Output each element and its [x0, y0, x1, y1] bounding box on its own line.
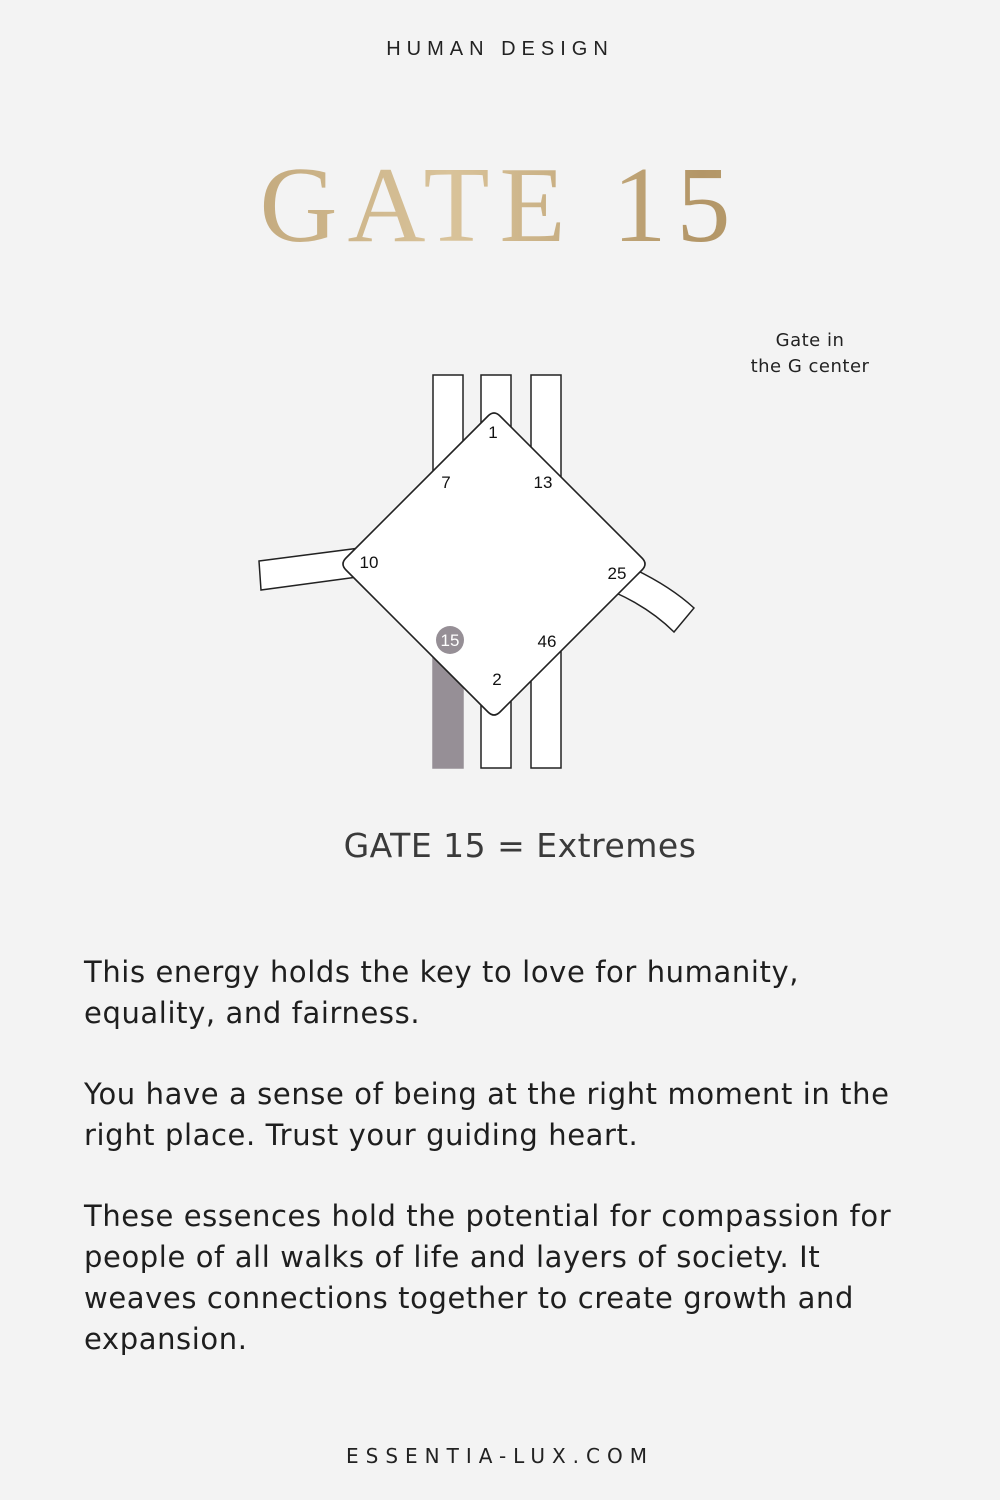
center-note — [720, 328, 900, 380]
center-note-line2: the G center — [750, 356, 870, 377]
gate-label-13: 13 — [533, 473, 553, 492]
gate-label-1: 1 — [488, 423, 498, 442]
center-note-line1: Gate in — [775, 330, 845, 351]
page-title: GATE 15 — [0, 152, 1000, 260]
brand-header: HUMAN DESIGN — [386, 38, 614, 60]
description-paragraph-3: These essences hold the potential for compassion for people of all walks of life and layers of society. It weaves connections together to create growth and expansion. — [84, 1199, 892, 1356]
description-paragraph-1: This energy holds the key to love for humanity, equality, and fairness. — [84, 955, 800, 1030]
description-paragraph-2: You have a sense of being at the right moment in the right place. Trust your guiding heart. — [84, 1077, 890, 1152]
gate-label-7: 7 — [441, 473, 451, 492]
description — [84, 952, 924, 1400]
gate-label-46: 46 — [537, 632, 557, 651]
gate-label-25: 25 — [607, 564, 627, 583]
gate-label-10: 10 — [359, 553, 379, 572]
gate-label-2: 2 — [492, 670, 502, 689]
gate-label-15: 15 — [440, 631, 460, 650]
gate-meaning: GATE 15 = Extremes — [343, 826, 697, 865]
footer-brand: ESSENTIA-LUX.COM — [345, 1444, 654, 1468]
